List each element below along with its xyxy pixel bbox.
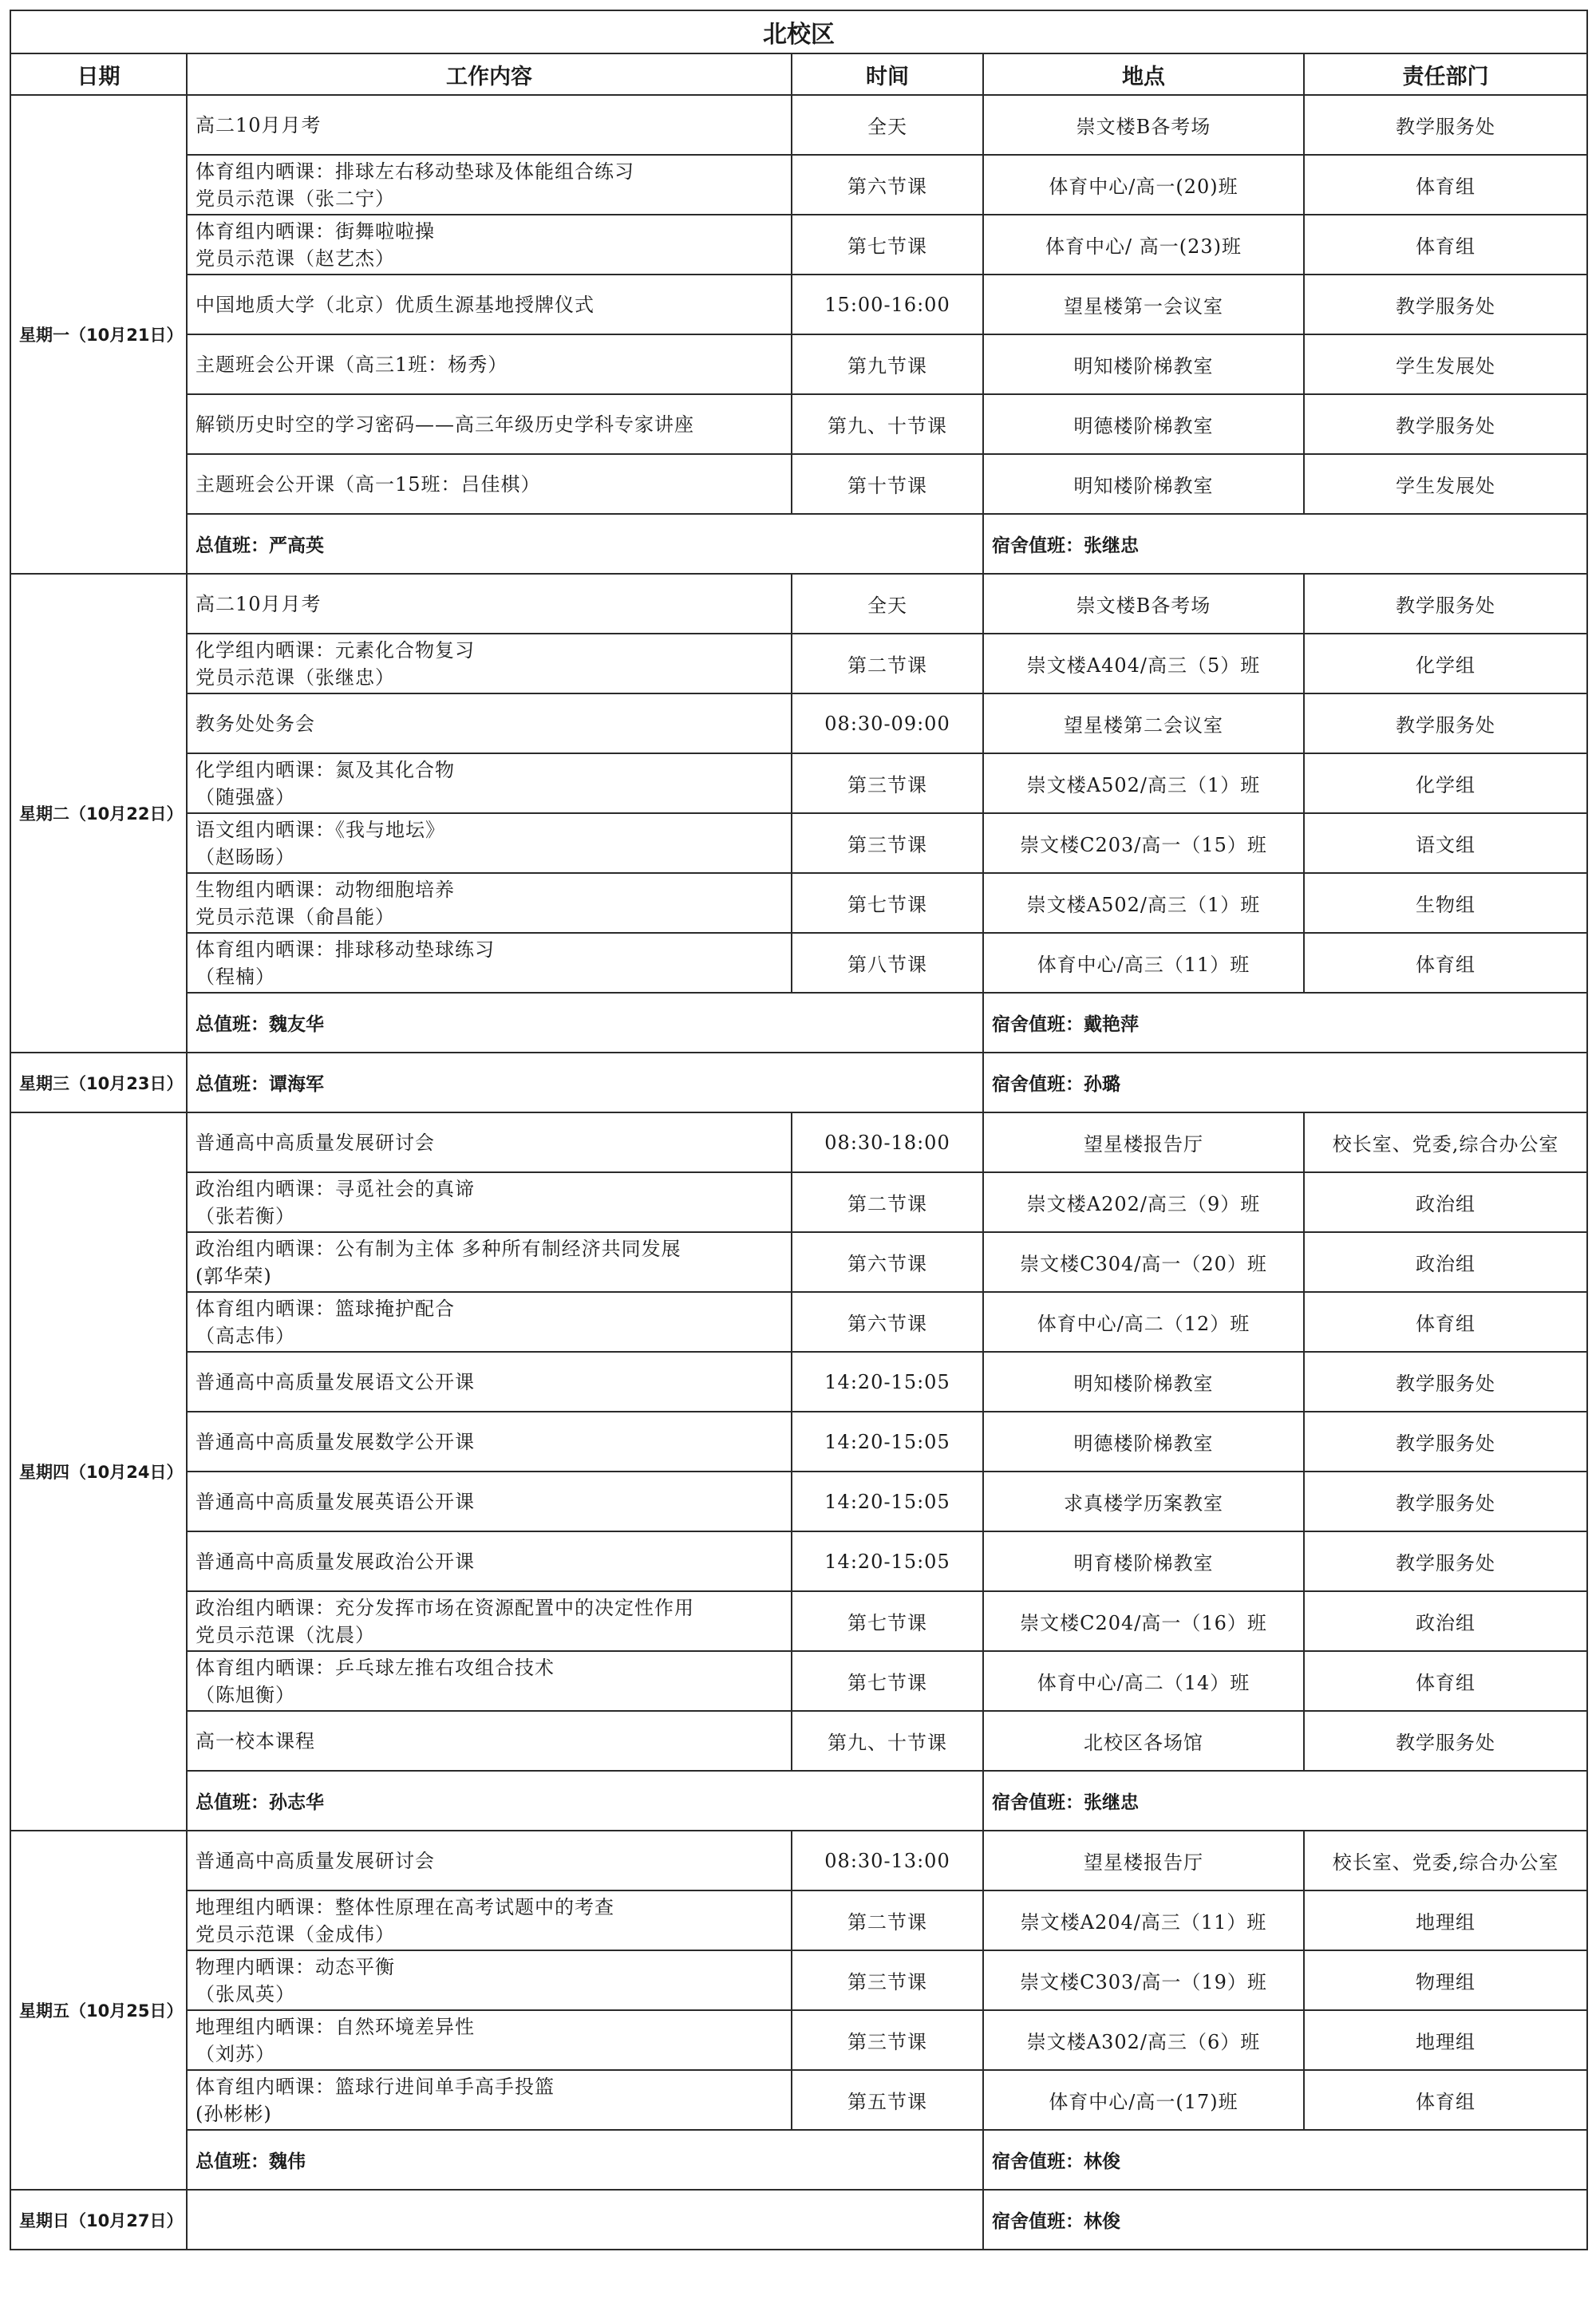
work-dept: 学生发展处 (1304, 334, 1587, 394)
work-content-line: 语文组内晒课：《我与地坛》 (196, 818, 445, 841)
work-time: 第七节课 (792, 1651, 983, 1711)
work-content-line: 高一校本课程 (196, 1729, 315, 1752)
work-content-line: （刘苏） (196, 2042, 275, 2065)
dorm-duty: 宿舍值班：张继忠 (983, 1771, 1587, 1831)
work-time: 08:30-13:00 (792, 1831, 983, 1890)
duty-row (10, 1053, 1587, 1112)
work-content-line: 体育组内晒课：篮球掩护配合 (196, 1297, 455, 1320)
table-row (10, 1112, 1587, 1172)
work-dept: 教学服务处 (1304, 275, 1587, 334)
work-time: 第十节课 (792, 454, 983, 514)
day-date: 星期五（10月25日） (10, 1831, 187, 2190)
general-duty: 总值班：严高英 (187, 514, 983, 574)
work-time: 第三节课 (792, 753, 983, 813)
day-date: 星期一（10月21日） (10, 95, 187, 574)
work-dept: 教学服务处 (1304, 693, 1587, 753)
work-content-line: 主题班会公开课（高三1班：杨秀） (196, 353, 508, 376)
duty-row (10, 2190, 1587, 2250)
work-content (187, 1890, 792, 1950)
schedule-body (10, 95, 1587, 2250)
work-place: 明德楼阶梯教室 (983, 1412, 1304, 1472)
work-time: 08:30-18:00 (792, 1112, 983, 1172)
work-content (187, 1831, 792, 1890)
work-content-line: 教务处处务会 (196, 712, 315, 735)
work-place: 崇文楼C303/高一（19）班 (983, 1950, 1304, 2010)
work-time: 第三节课 (792, 2010, 983, 2070)
table-row (10, 275, 1587, 334)
work-content-line: 体育组内晒课：乒乓球左推右攻组合技术 (196, 1656, 555, 1679)
work-content-line: （随强盛） (196, 785, 295, 808)
table-row (10, 1950, 1587, 2010)
work-content-line: （赵旸旸） (196, 845, 295, 868)
work-content-line: 体育组内晒课：街舞啦啦操 (196, 219, 435, 243)
work-place: 崇文楼B各考场 (983, 95, 1304, 155)
work-dept: 物理组 (1304, 1950, 1587, 2010)
work-dept: 生物组 (1304, 873, 1587, 933)
dorm-duty: 宿舍值班：林俊 (983, 2130, 1587, 2190)
work-place: 望星楼报告厅 (983, 1112, 1304, 1172)
work-content (187, 813, 792, 873)
work-time: 第六节课 (792, 155, 983, 215)
work-content-line: 普通高中高质量发展英语公开课 (196, 1490, 475, 1513)
work-content (187, 1352, 792, 1412)
work-time: 第九节课 (792, 334, 983, 394)
work-time: 第二节课 (792, 1172, 983, 1232)
work-content-line: 解锁历史时空的学习密码——高三年级历史学科专家讲座 (196, 413, 694, 436)
duty-row (10, 2130, 1587, 2190)
work-dept: 体育组 (1304, 1292, 1587, 1352)
work-dept: 教学服务处 (1304, 1531, 1587, 1591)
work-dept: 教学服务处 (1304, 574, 1587, 634)
work-dept: 教学服务处 (1304, 95, 1587, 155)
work-content (187, 1112, 792, 1172)
work-content (187, 1412, 792, 1472)
duty-row (10, 993, 1587, 1053)
table-row (10, 95, 1587, 155)
general-duty: 总值班：谭海军 (187, 1053, 983, 1112)
table-row (10, 574, 1587, 634)
dorm-duty: 宿舍值班：戴艳萍 (983, 993, 1587, 1053)
work-content-line: 党员示范课（张继忠） (196, 666, 395, 689)
work-content (187, 1950, 792, 2010)
work-dept: 政治组 (1304, 1172, 1587, 1232)
day-date: 星期四（10月24日） (10, 1112, 187, 1831)
work-dept: 体育组 (1304, 215, 1587, 275)
table-row (10, 2070, 1587, 2130)
work-dept: 政治组 (1304, 1591, 1587, 1651)
work-content-line: 党员示范课（张二宁） (196, 187, 395, 210)
work-content-line: 普通高中高质量发展语文公开课 (196, 1370, 475, 1393)
work-place: 崇文楼A502/高三（1）班 (983, 873, 1304, 933)
work-content (187, 1531, 792, 1591)
work-content-line: 中国地质大学（北京）优质生源基地授牌仪式 (196, 293, 595, 316)
work-time: 第六节课 (792, 1292, 983, 1352)
work-dept: 教学服务处 (1304, 394, 1587, 454)
work-place: 北校区各场馆 (983, 1711, 1304, 1771)
work-place: 崇文楼C203/高一（15）班 (983, 813, 1304, 873)
table-row (10, 873, 1587, 933)
work-content-line: 政治组内晒课：寻觅社会的真谛 (196, 1177, 475, 1200)
work-content-line: 政治组内晒课：充分发挥市场在资源配置中的决定性作用 (196, 1596, 694, 1619)
schedule-sheet (10, 10, 1586, 2250)
work-content (187, 1232, 792, 1292)
work-content (187, 454, 792, 514)
day-date: 星期日（10月27日） (10, 2190, 187, 2250)
work-time: 08:30-09:00 (792, 693, 983, 753)
work-place: 崇文楼A404/高三（5）班 (983, 634, 1304, 693)
work-content-line: 党员示范课（赵艺杰） (196, 247, 395, 270)
work-content-line: 生物组内晒课：动物细胞培养 (196, 878, 455, 901)
work-place: 崇文楼A302/高三（6）班 (983, 2010, 1304, 2070)
work-dept: 体育组 (1304, 155, 1587, 215)
table-row (10, 753, 1587, 813)
work-place: 望星楼报告厅 (983, 1831, 1304, 1890)
work-content-line: 高二10月月考 (196, 113, 322, 136)
column-header-work: 工作内容 (187, 53, 792, 95)
work-dept: 体育组 (1304, 933, 1587, 993)
table-row (10, 1651, 1587, 1711)
work-time: 全天 (792, 574, 983, 634)
work-place: 望星楼第一会议室 (983, 275, 1304, 334)
work-place: 崇文楼C204/高一（16）班 (983, 1591, 1304, 1651)
table-row (10, 334, 1587, 394)
work-content (187, 394, 792, 454)
work-content-line: 化学组内晒课：氮及其化合物 (196, 758, 455, 781)
work-content (187, 2010, 792, 2070)
work-content-line: （张凤英） (196, 1982, 295, 2005)
work-content-line: (郭华荣) (196, 1264, 272, 1287)
table-row (10, 1352, 1587, 1412)
dorm-duty: 宿舍值班：张继忠 (983, 514, 1587, 574)
table-row (10, 2010, 1587, 2070)
work-dept: 化学组 (1304, 634, 1587, 693)
work-place: 体育中心/高一(20)班 (983, 155, 1304, 215)
work-place: 望星楼第二会议室 (983, 693, 1304, 753)
work-content (187, 2070, 792, 2130)
work-content (187, 1651, 792, 1711)
table-row (10, 813, 1587, 873)
work-dept: 政治组 (1304, 1232, 1587, 1292)
work-time: 第二节课 (792, 634, 983, 693)
table-row (10, 1531, 1587, 1591)
work-content (187, 275, 792, 334)
work-time: 第六节课 (792, 1232, 983, 1292)
work-time: 15:00-16:00 (792, 275, 983, 334)
work-place: 明知楼阶梯教室 (983, 1352, 1304, 1412)
work-content (187, 215, 792, 275)
table-row (10, 394, 1587, 454)
work-dept: 化学组 (1304, 753, 1587, 813)
work-content (187, 1591, 792, 1651)
work-content (187, 1292, 792, 1352)
work-content-line: （陈旭衡） (196, 1683, 295, 1706)
work-content (187, 574, 792, 634)
table-row (10, 1292, 1587, 1352)
table-row (10, 1412, 1587, 1472)
work-place: 明育楼阶梯教室 (983, 1531, 1304, 1591)
duty-row (10, 1771, 1587, 1831)
work-time: 全天 (792, 95, 983, 155)
work-content-line: 主题班会公开课（高一15班：吕佳棋） (196, 472, 541, 496)
column-header-dept: 责任部门 (1304, 53, 1587, 95)
work-content (187, 1472, 792, 1531)
table-row (10, 933, 1587, 993)
work-time: 第三节课 (792, 1950, 983, 2010)
day-date: 星期三（10月23日） (10, 1053, 187, 1112)
work-content (187, 155, 792, 215)
table-row (10, 155, 1587, 215)
work-place: 体育中心/高三（11）班 (983, 933, 1304, 993)
table-row (10, 1232, 1587, 1292)
work-place: 体育中心/高一(17)班 (983, 2070, 1304, 2130)
work-dept: 学生发展处 (1304, 454, 1587, 514)
day-date: 星期二（10月22日） (10, 574, 187, 1053)
general-duty: 总值班：孙志华 (187, 1771, 983, 1831)
table-row (10, 1711, 1587, 1771)
work-content-line: 体育组内晒课：排球左右移动垫球及体能组合练习 (196, 160, 634, 183)
work-place: 明知楼阶梯教室 (983, 454, 1304, 514)
work-content-line: 普通高中高质量发展数学公开课 (196, 1430, 475, 1453)
work-content (187, 753, 792, 813)
work-content (187, 933, 792, 993)
work-content-line: 体育组内晒课：排球移动垫球练习 (196, 938, 495, 961)
work-content-line: 高二10月月考 (196, 592, 322, 615)
work-content-line: 物理内晒课：动态平衡 (196, 1955, 395, 1978)
column-header-place: 地点 (983, 53, 1304, 95)
work-content-line: 党员示范课（金成伟） (196, 1922, 395, 1946)
work-time: 第三节课 (792, 813, 983, 873)
work-place: 崇文楼B各考场 (983, 574, 1304, 634)
dorm-duty: 宿舍值班：孙璐 (983, 1053, 1587, 1112)
table-row (10, 1890, 1587, 1950)
work-dept: 教学服务处 (1304, 1352, 1587, 1412)
campus-title: 北校区 (10, 10, 1587, 53)
work-time: 第九、十节课 (792, 394, 983, 454)
work-time: 第二节课 (792, 1890, 983, 1950)
table-row (10, 1472, 1587, 1531)
work-dept: 教学服务处 (1304, 1412, 1587, 1472)
work-time: 第八节课 (792, 933, 983, 993)
work-dept: 语文组 (1304, 813, 1587, 873)
work-place: 崇文楼A502/高三（1）班 (983, 753, 1304, 813)
table-row (10, 1831, 1587, 1890)
work-time: 第七节课 (792, 215, 983, 275)
work-dept: 地理组 (1304, 2010, 1587, 2070)
work-content-line: 普通高中高质量发展研讨会 (196, 1849, 435, 1872)
work-place: 求真楼学历案教室 (983, 1472, 1304, 1531)
work-content-line: 地理组内晒课：整体性原理在高考试题中的考查 (196, 1895, 614, 1918)
work-content-line: 普通高中高质量发展研讨会 (196, 1131, 435, 1154)
work-time: 第五节课 (792, 2070, 983, 2130)
general-duty: 总值班：魏伟 (187, 2130, 983, 2190)
table-row (10, 215, 1587, 275)
work-content-line: 党员示范课（沈晨） (196, 1623, 375, 1646)
work-place: 体育中心/ 高一(23)班 (983, 215, 1304, 275)
work-content-line: 党员示范课（俞昌能） (196, 905, 395, 928)
work-content-line: 体育组内晒课：篮球行进间单手高手投篮 (196, 2075, 555, 2098)
work-content-line: 政治组内晒课：公有制为主体 多种所有制经济共同发展 (196, 1237, 681, 1260)
work-dept: 地理组 (1304, 1890, 1587, 1950)
work-content-line: (孙彬彬) (196, 2102, 272, 2125)
work-time: 第七节课 (792, 1591, 983, 1651)
table-row (10, 454, 1587, 514)
work-dept: 校长室、党委,综合办公室 (1304, 1112, 1587, 1172)
duty-row (10, 514, 1587, 574)
work-time: 14:20-15:05 (792, 1472, 983, 1531)
work-content (187, 95, 792, 155)
work-content (187, 1172, 792, 1232)
work-content-line: （高志伟） (196, 1324, 295, 1347)
work-content-line: （程楠） (196, 965, 275, 988)
general-duty (187, 2190, 983, 2250)
work-time: 14:20-15:05 (792, 1531, 983, 1591)
work-dept: 教学服务处 (1304, 1711, 1587, 1771)
work-place: 体育中心/高二（12）班 (983, 1292, 1304, 1352)
work-content (187, 1711, 792, 1771)
work-content (187, 634, 792, 693)
work-content-line: 普通高中高质量发展政治公开课 (196, 1550, 475, 1573)
general-duty: 总值班：魏友华 (187, 993, 983, 1053)
work-time: 14:20-15:05 (792, 1412, 983, 1472)
work-time: 第九、十节课 (792, 1711, 983, 1771)
table-row (10, 634, 1587, 693)
work-time: 第七节课 (792, 873, 983, 933)
column-header-date: 日期 (10, 53, 187, 95)
dorm-duty: 宿舍值班：林俊 (983, 2190, 1587, 2250)
work-content (187, 334, 792, 394)
work-dept: 教学服务处 (1304, 1472, 1587, 1531)
work-dept: 体育组 (1304, 1651, 1587, 1711)
work-place: 崇文楼C304/高一（20）班 (983, 1232, 1304, 1292)
work-dept: 校长室、党委,综合办公室 (1304, 1831, 1587, 1890)
work-content-line: （张若衡） (196, 1204, 295, 1227)
work-place: 崇文楼A202/高三（9）班 (983, 1172, 1304, 1232)
work-dept: 体育组 (1304, 2070, 1587, 2130)
work-content-line: 地理组内晒课：自然环境差异性 (196, 2015, 475, 2038)
work-content (187, 873, 792, 933)
table-row (10, 1172, 1587, 1232)
table-row (10, 1591, 1587, 1651)
work-time: 14:20-15:05 (792, 1352, 983, 1412)
work-place: 崇文楼A204/高三（11）班 (983, 1890, 1304, 1950)
work-place: 明德楼阶梯教室 (983, 394, 1304, 454)
schedule-table (10, 10, 1588, 2250)
work-place: 体育中心/高二（14）班 (983, 1651, 1304, 1711)
work-content (187, 693, 792, 753)
work-content-line: 化学组内晒课：元素化合物复习 (196, 638, 475, 662)
column-header-time: 时间 (792, 53, 983, 95)
table-row (10, 693, 1587, 753)
work-place: 明知楼阶梯教室 (983, 334, 1304, 394)
